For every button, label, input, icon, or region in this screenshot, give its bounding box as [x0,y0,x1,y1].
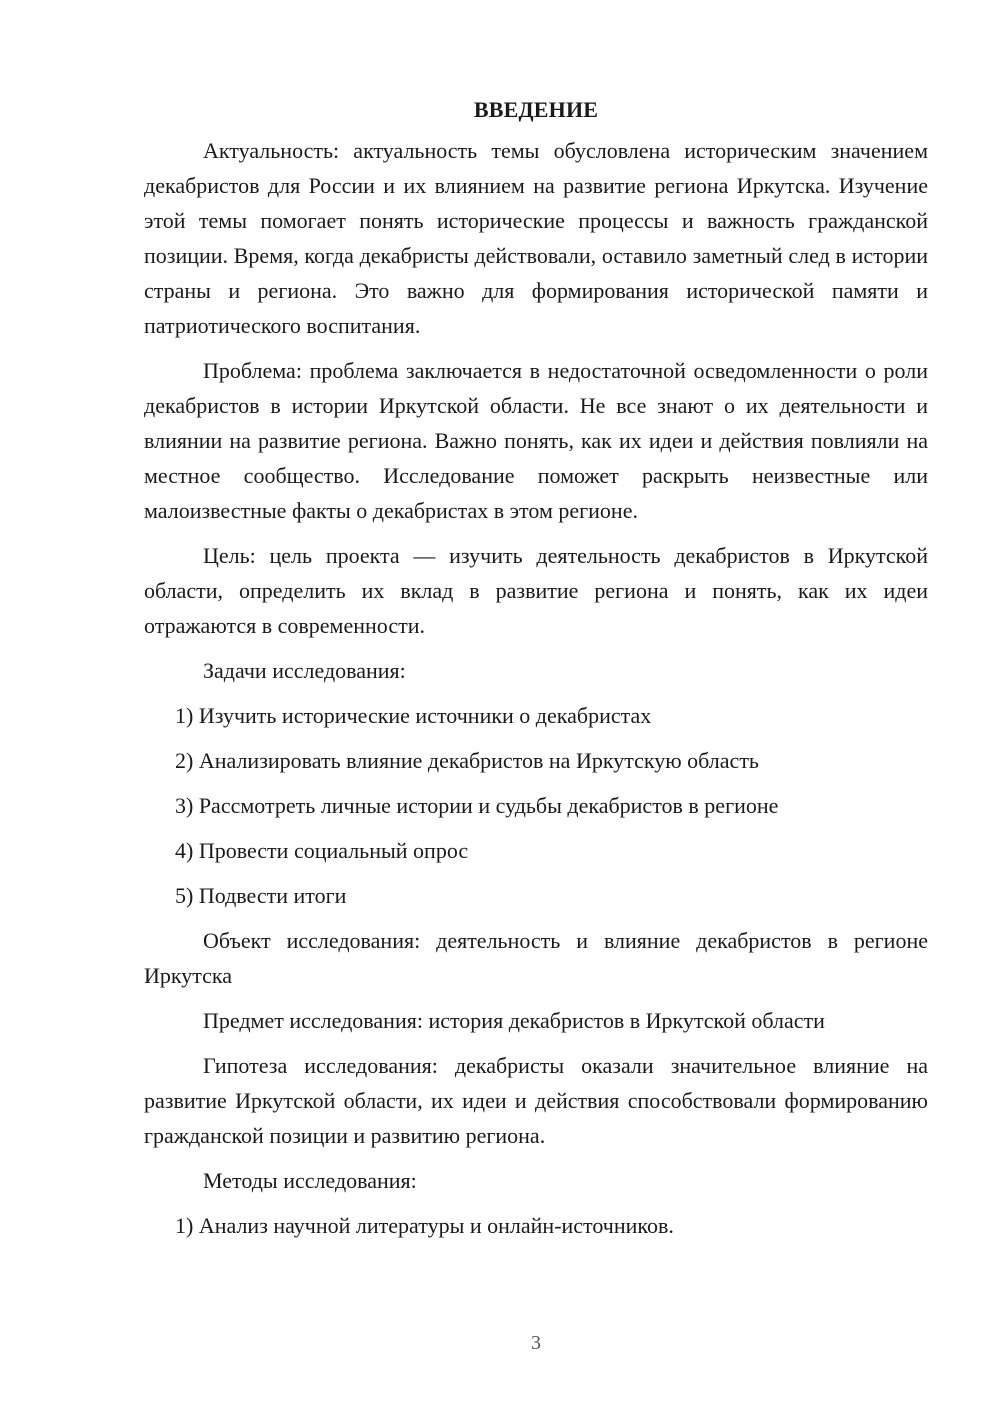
paragraph-hypothesis: Гипотеза исследования: декабристы оказали значительное влияние на развитие Иркутской области, их идеи и действия способствовали формированию гражданской позиции и развитию региона. [144,1053,928,1148]
tasks-list [144,698,928,913]
paragraph-relevance: Актуальность: актуальность темы обусловлена историческим значением декабристов для России и их влиянием на развитие региона Иркутска. Изучение этой темы помогает понять исторические процессы и важность гражданской позиции. Время, когда декабристы действовали, оставило заметный след в истории страны и региона. Это важно для формирования исторической памяти и патриотического воспитания. [144,138,928,338]
tasks-heading: Задачи исследования: [203,658,406,683]
list-item: 2) Анализировать влияние декабристов на Иркутскую область [175,748,759,773]
paragraph-subject: Предмет исследования: история декабристов в Иркутской области [203,1008,825,1033]
list-item: 5) Подвести итоги [175,883,347,908]
paragraph-goal: Цель: цель проекта — изучить деятельность декабристов в Иркутской области, определить их вклад в развитие региона и понять, как их идеи отражаются в современности. [144,543,928,638]
list-item: 1) Анализ научной литературы и онлайн-источников. [175,1213,674,1238]
paragraph-problem: Проблема: проблема заключается в недостаточной осведомленности о роли декабристов в истории Иркутской области. Не все знают о их деятельности и влиянии на развитие региона. Важно понять, как их идеи и действия повлияли на местное сообщество. Исследование поможет раскрыть неизвестные или малоизвестные факты о декабристах в этом регионе. [144,358,928,523]
section-title: ВВЕДЕНИЕ [473,97,599,122]
list-item: 4) Провести социальный опрос [175,838,469,863]
list-item: 1) Изучить исторические источники о декабристах [175,703,652,728]
paragraph-object: Объект исследования: деятельность и влияние декабристов в регионе Иркутска [144,928,928,988]
page-number: 3 [531,1332,541,1354]
list-item: 3) Рассмотреть личные истории и судьбы декабристов в регионе [175,793,779,818]
methods-list [144,1208,928,1243]
document-page [144,92,928,1253]
methods-heading: Методы исследования: [203,1168,417,1193]
